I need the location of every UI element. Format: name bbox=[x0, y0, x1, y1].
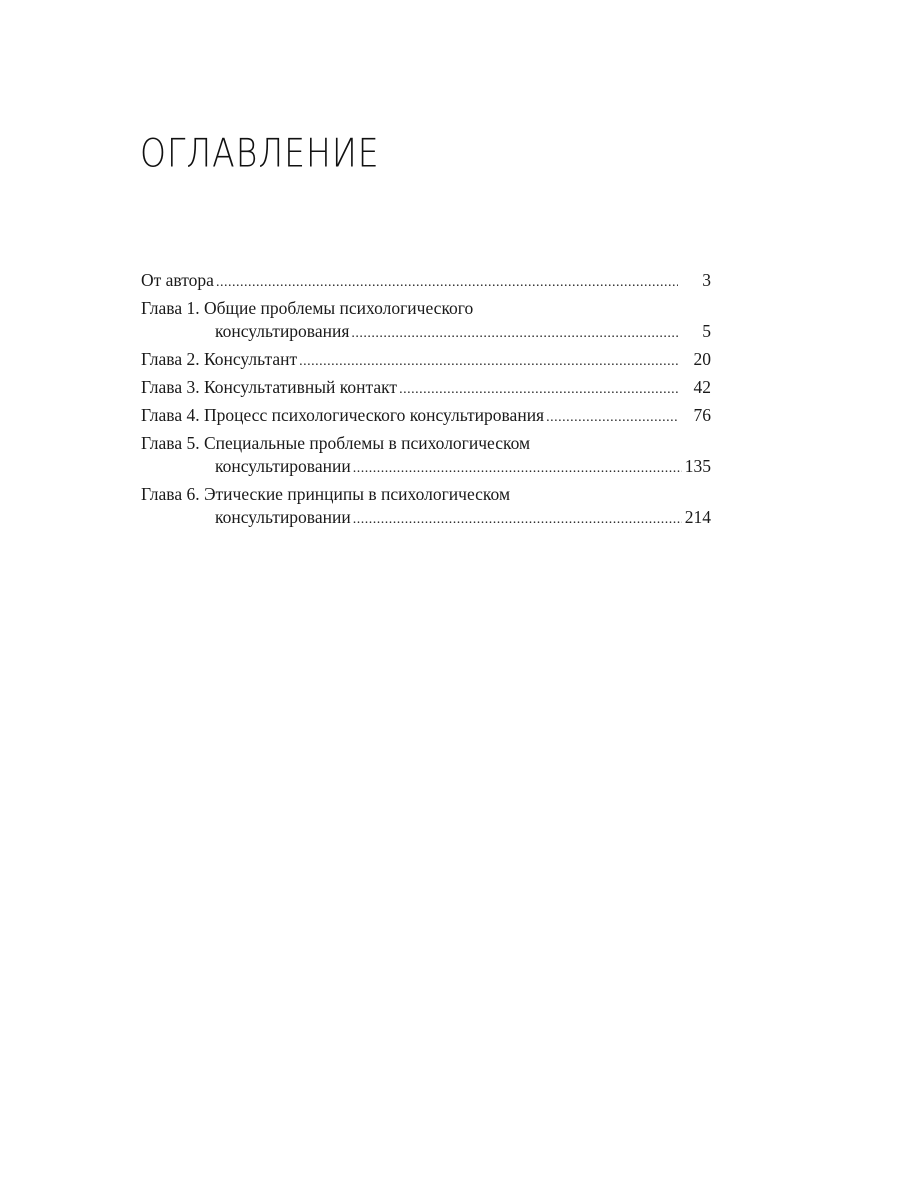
toc-entry-chapter-2[interactable] bbox=[141, 348, 711, 371]
table-of-contents bbox=[141, 269, 711, 534]
toc-entry-page: 76 bbox=[693, 405, 711, 425]
toc-entry-page: 135 bbox=[684, 456, 711, 476]
toc-entry-chapter-6[interactable] bbox=[141, 483, 711, 529]
dot-leader bbox=[353, 457, 682, 480]
toc-entry-page: 42 bbox=[693, 377, 711, 397]
dot-leader bbox=[351, 322, 678, 345]
dot-leader bbox=[546, 406, 678, 429]
toc-entry-chapter-5[interactable] bbox=[141, 432, 711, 478]
toc-entry-chapter-1[interactable] bbox=[141, 297, 711, 343]
toc-entry-title: Глава 5. Специальные проблемы в психологическом bbox=[141, 433, 531, 453]
toc-entry-title-continuation: консультирования bbox=[215, 321, 350, 341]
toc-entry-page: 5 bbox=[702, 321, 711, 341]
toc-entry-title: Глава 3. Консультативный контакт bbox=[141, 377, 398, 397]
dot-leader bbox=[353, 508, 682, 531]
toc-entry-title-continuation: консультировании bbox=[215, 507, 351, 527]
toc-entry-page: 214 bbox=[684, 507, 711, 527]
toc-entry-title: Глава 6. Этические принципы в психологическом bbox=[141, 484, 511, 504]
toc-entry-page: 20 bbox=[693, 349, 711, 369]
dot-leader bbox=[299, 350, 678, 373]
toc-entry-title: Глава 1. Общие проблемы психологического bbox=[141, 298, 474, 318]
page-title: ОГЛАВЛЕНИЕ bbox=[140, 130, 380, 177]
toc-entry-title-continuation: консультировании bbox=[215, 456, 351, 476]
toc-entry-title: От автора bbox=[141, 270, 214, 290]
dot-leader bbox=[216, 271, 678, 294]
toc-entry-chapter-4[interactable] bbox=[141, 404, 711, 427]
toc-entry-chapter-3[interactable] bbox=[141, 376, 711, 399]
toc-entry-title: Глава 2. Консультант bbox=[141, 349, 298, 369]
toc-entry-preface[interactable] bbox=[141, 269, 711, 292]
toc-entry-page: 3 bbox=[702, 270, 711, 290]
toc-entry-title: Глава 4. Процесс психологического консультирования bbox=[141, 405, 545, 425]
dot-leader bbox=[399, 378, 678, 401]
